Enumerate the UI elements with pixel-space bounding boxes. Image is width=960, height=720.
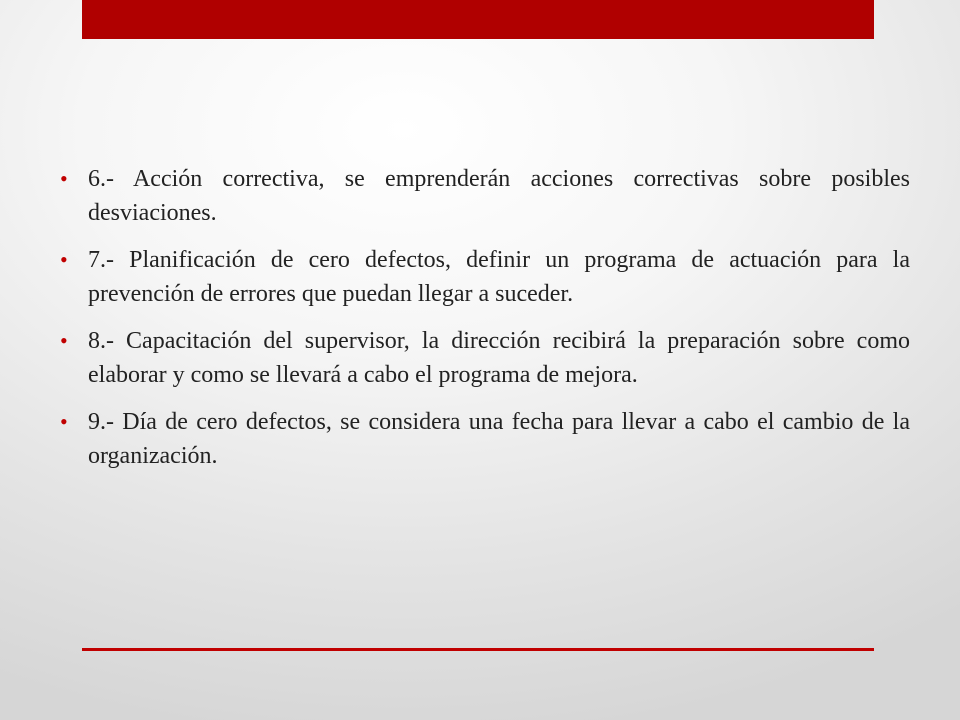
list-item-text: 8.- Capacitación del supervisor, la dirección recibirá la preparación sobre como elaborar y como se llevará a cabo el programa de mejora. xyxy=(88,328,910,388)
bullet-list xyxy=(58,162,910,473)
list-item-text: 9.- Día de cero defectos, se considera una fecha para llevar a cabo el cambio de la organización. xyxy=(88,409,910,469)
list-item-text: 6.- Acción correctiva, se emprenderán acciones correctivas sobre posibles desviaciones. xyxy=(88,166,910,226)
bullet-icon: • xyxy=(60,247,68,272)
bottom-divider xyxy=(82,648,874,651)
list-item xyxy=(58,405,910,473)
bullet-icon: • xyxy=(60,409,68,434)
list-item xyxy=(58,324,910,392)
slide-content xyxy=(58,162,910,486)
bullet-icon: • xyxy=(60,328,68,353)
list-item xyxy=(58,243,910,311)
list-item-text: 7.- Planificación de cero defectos, definir un programa de actuación para la prevención de errores que puedan llegar a suceder. xyxy=(88,247,910,307)
bullet-icon: • xyxy=(60,166,68,191)
top-accent-bar xyxy=(82,0,874,39)
list-item xyxy=(58,162,910,230)
